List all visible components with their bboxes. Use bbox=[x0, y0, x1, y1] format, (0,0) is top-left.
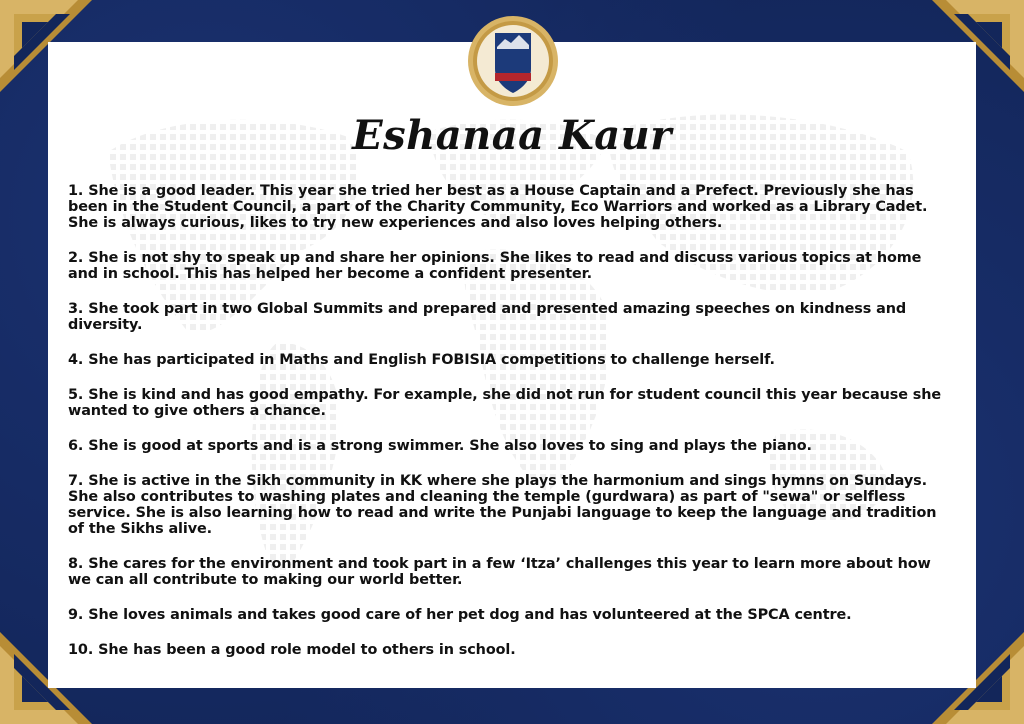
school-crest-seal bbox=[467, 15, 559, 107]
list-item: 7. She is active in the Sikh community in KK where she plays the harmonium and sings hymns on Sundays. She also contributes to washing plates and cleaning the temple (gurdwara) as part of "sewa" or selfless service. She is also learning how to read and write the Punjabi language to keep the language and tradition of the Sikhs alive. bbox=[68, 473, 937, 537]
list-item: 8. She cares for the environment and took part in a few ‘Itza’ challenges this year to learn more about how we can all contribute to making our world better. bbox=[68, 556, 931, 588]
list-item: 2. She is not shy to speak up and share her opinions. She likes to read and discuss various topics at home and in school. This has helped her become a confident presenter. bbox=[68, 250, 922, 282]
list-item: 9. She loves animals and takes good care of her pet dog and has volunteered at the SPCA centre. bbox=[68, 607, 852, 623]
list-item: 4. She has participated in Maths and English FOBISIA competitions to challenge herself. bbox=[68, 352, 775, 368]
achievement-list bbox=[68, 183, 948, 677]
student-name-title: Eshanaa Kaur bbox=[352, 112, 672, 159]
list-item: 10. She has been a good role model to others in school. bbox=[68, 642, 516, 658]
list-item: 5. She is kind and has good empathy. For example, she did not run for student council this year because she wanted to give others a chance. bbox=[68, 387, 942, 419]
list-item: 1. She is a good leader. This year she tried her best as a House Captain and a Prefect. Previously she has been in the Student Council, a part of the Charity Community, Eco Warriors and worked as a Library Cadet. She is always curious, likes to try new experiences and also loves helping others. bbox=[68, 183, 928, 231]
list-item: 3. She took part in two Global Summits and prepared and presented amazing speeches on kindness and diversity. bbox=[68, 301, 907, 333]
list-item: 6. She is good at sports and is a strong swimmer. She also loves to sing and plays the piano. bbox=[68, 438, 812, 454]
